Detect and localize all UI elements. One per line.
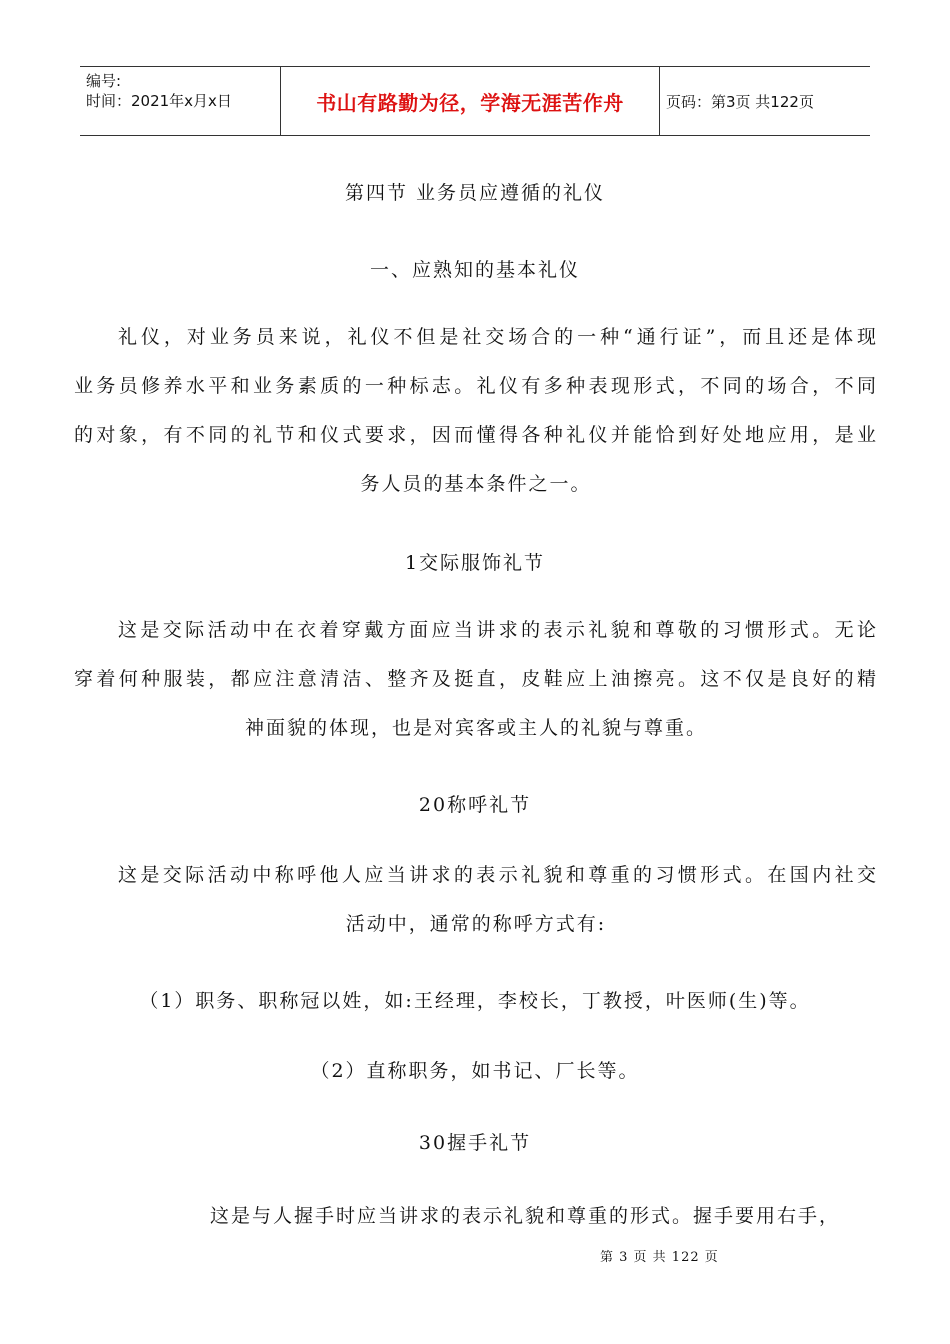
address-paragraph [74,851,878,949]
intro-line-3: 的对象，有不同的礼节和仪式要求，因而懂得各种礼仪并能恰到好处地应用，是业 [74,424,878,446]
heading-attire: 1交际服饰礼节 [404,552,546,574]
intro-line-4: 务人员的基本条件之一。 [360,473,592,495]
handshake-paragraph: 这是与人握手时应当讲求的表示礼貌和尊重的形式。握手要用右手， [209,1205,840,1227]
header-page-info: 页码：第3页 共122页 [666,92,814,111]
header-meta [80,67,280,135]
intro-paragraph [74,313,878,509]
list-item-2: （2）直称职务，如书记、厂长等。 [310,1060,640,1082]
address-line-1: 这是交际活动中称呼他人应当讲求的表示礼貌和尊重的习惯形式。在国内社交 [118,864,878,886]
list-item-1: （1）职务、职称冠以姓，如:王经理，李校长，丁教授，叶医师(生)等。 [139,990,811,1012]
intro-line-2: 业务员修养水平和业务素质的一种标志。礼仪有多种表现形式，不同的场合，不同 [74,375,878,397]
section-title: 第四节 业务员应遵循的礼仪 [344,182,606,204]
attire-line-2: 穿着何种服装，都应注意清洁、整齐及挺直，皮鞋应上油擦亮。这不仅是良好的精 [74,668,878,690]
attire-line-3: 神面貌的体现，也是对宾客或主人的礼貌与尊重。 [244,717,707,739]
attire-paragraph [74,606,878,753]
attire-line-1: 这是交际活动中在衣着穿戴方面应当讲求的表示礼貌和尊敬的习惯形式。无论 [118,619,878,641]
subtitle: 一、应熟知的基本礼仪 [369,259,580,281]
page-footer: 第 3 页 共 122 页 [600,1250,719,1265]
intro-line-1: 礼仪，对业务员来说，礼仪不但是社交场合的一种“通行证”，而且还是体现 [118,326,878,348]
heading-address: 20称呼礼节 [418,794,532,816]
heading-handshake: 30握手礼节 [418,1132,532,1154]
header-motto: 书山有路勤为径，学海无涯苦作舟 [280,67,660,135]
number-label: 编号: [86,72,122,90]
address-line-2: 活动中，通常的称呼方式有: [345,913,607,935]
page-header [80,66,870,136]
date-label: 时间：2021年x月x日 [86,92,232,110]
